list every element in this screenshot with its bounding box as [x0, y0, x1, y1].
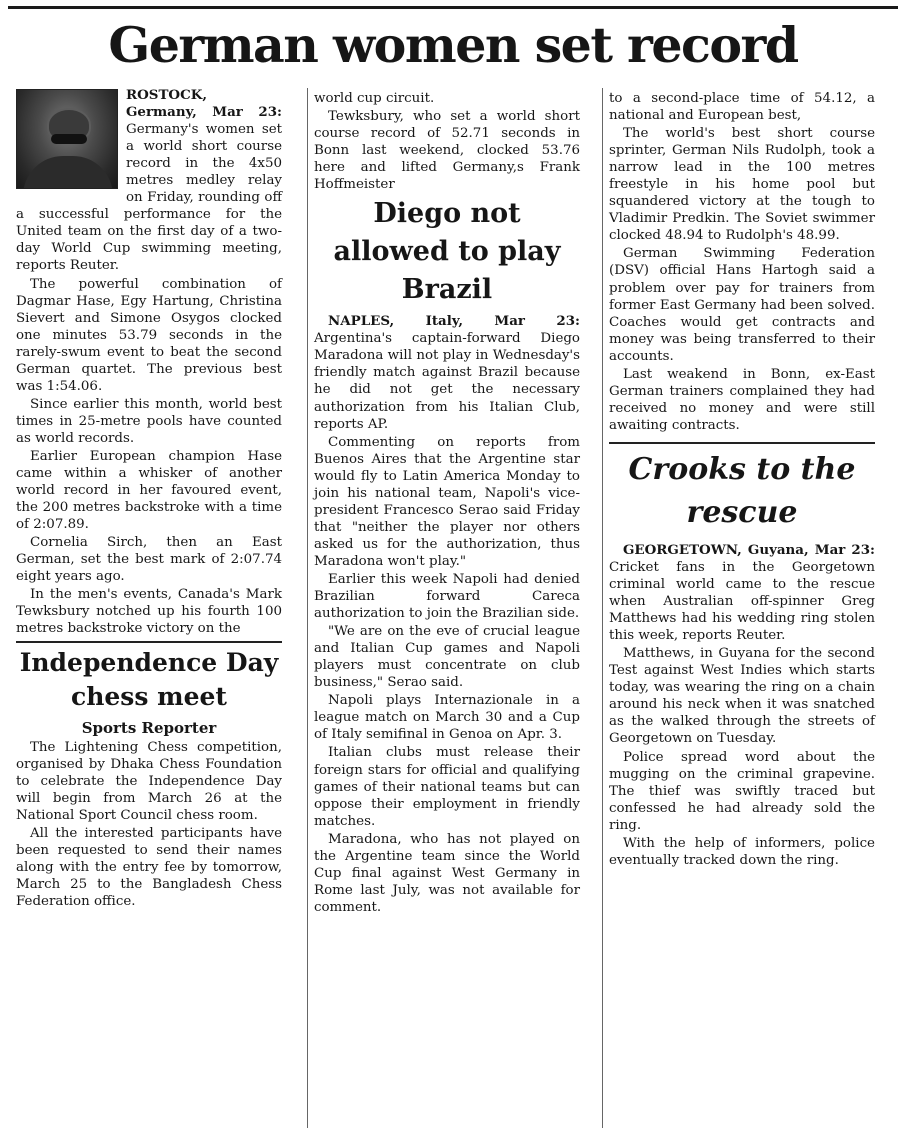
column-divider — [307, 88, 308, 1128]
article-title: Diego not allowed to play Brazil — [333, 198, 561, 306]
paragraph: The world's best short course sprinter, German Nils Rudolph, took a narrow lead in the 100 metres freestyle in his home pool but squandered victory at the tough to Vladimir Predkin. The Soviet swimmer clocked 48.94 to Rudolph's 48.99. — [609, 126, 875, 244]
column-2 — [314, 90, 580, 917]
paragraph: All the interested participants have been requested to send their names along with the entry fee by tomorrow, March 25 to the Bangladesh Chess Federation office. — [16, 825, 282, 909]
section-rule — [609, 442, 875, 444]
paragraph: Commenting on reports from Buenos Aires that the Argentine star would fly to Latin America Monday to join his national team, Napoli's vice-president Francesco Serao said Friday that "neither the player nor others asked us for the authorization, thus Maradona won't play." — [314, 434, 580, 569]
paragraph: Since earlier this month, world best times in 25-metre pools have counted as world records. — [16, 396, 282, 446]
paragraph: In the men's events, Canada's Mark Tewksbury notched up his fourth 100 metres backstroke victory on the — [16, 587, 282, 637]
paragraph: The powerful combination of Dagmar Hase, Egy Hartung, Christina Sievert and Simone Osygos clocked one minutes 53.79 seconds in the rarely-swum event to beat the second German quartet. The previous best was 1:54.06. — [16, 276, 282, 394]
dateline: NAPLES, Italy, Mar 23: — [328, 313, 580, 330]
paragraph: world cup circuit. — [314, 91, 435, 106]
swimmer-photo — [16, 89, 118, 189]
paragraph: German Swimming Federation (DSV) official Hans Hartogh said a problem over pay for trainers from former East Germany had been solved. Coaches would get contracts and money was being transferred to their accounts. — [609, 246, 875, 364]
paragraph: The Lightening Chess competition, organised by Dhaka Chess Foundation to celebrate the Independence Day will begin from March 26 at the National Sport Council chess room. — [16, 739, 282, 823]
paragraph: Cornelia Sirch, then an East German, set the best mark of 2:07.74 eight years ago. — [16, 535, 282, 585]
paragraph: "We are on the eve of crucial league and Italian Cup games and Napoli players must concentrate on club business," Serao said. — [314, 624, 580, 691]
paragraph: Italian clubs must release their foreign stars for official and qualifying games of their national teams but can oppose their employment in friendly matches. — [314, 745, 580, 829]
paragraph: With the help of informers, police eventually tracked down the ring. — [609, 835, 875, 868]
paragraph: Napoli plays Internazionale in a league match on March 30 and a Cup of Italy semifinal in Genoa on Apr. 3. — [314, 693, 580, 743]
paragraph: Tewksbury, who set a world short course record of 52.71 seconds in Bonn last weekend, clocked 53.76 here and lifted Germany,s Frank Hoffmeister — [314, 109, 580, 193]
paragraph: Earlier European champion Hase came within a whisker of another world record in her favoured event, the 200 metres backstroke with a time of 2:07.89. — [16, 448, 282, 533]
paragraph: Matthews, in Guyana for the second Test against West Indies which starts today, was wearing the ring on a chain around his neck when it was snatched as the walked through the streets of Georgetown on Tuesday. — [609, 646, 875, 747]
column-3 — [609, 90, 875, 870]
paragraph: Last weakend in Bonn, ex-East German trainers complained they had received no money and were still awaiting contracts. — [609, 366, 875, 433]
paragraph: to a second-place time of 54.12, a national and European best, — [609, 91, 875, 124]
paragraph: Cricket fans in the Georgetown criminal world came to the rescue when Australian off-spinner Greg Matthews had his wedding ring stolen this week, reports Reuter. — [609, 559, 875, 644]
section-rule — [16, 641, 282, 643]
dateline: GEORGETOWN, Guyana, Mar 23: — [623, 541, 875, 558]
paragraph: Maradona, who has not played on the Argentine team since the World Cup final against West Germany in Rome last July, was not available for comment. — [314, 831, 580, 915]
paragraph: Germany's women set a world short course record in the 4x50 metres medley relay on Friday, rounding off a successful performance for the United team on the first day of a two-day World Cup swimming meeting, reports Reuter. — [16, 122, 282, 274]
column-divider — [602, 88, 603, 1128]
paragraph: Police spread word about the mugging on the criminal grapevine. The thief was swiftly traced but confessed he had already sold the ring. — [609, 749, 875, 833]
article-title: Independence Day chess meet — [19, 647, 279, 711]
column-1 — [16, 87, 282, 911]
headline: German women set record — [108, 16, 798, 74]
paragraph: Argentina's captain-forward Diego Maradona will not play in Wednesday's friendly match against Brazil because he did not get the necessary authorization from his Italian Club, reports AP. — [314, 331, 580, 432]
byline: Sports Reporter — [81, 718, 217, 737]
top-rule — [8, 6, 898, 9]
paragraph: Earlier this week Napoli had denied Brazilian forward Careca authorization to join the Brazilian side. — [314, 571, 580, 622]
dateline: ROSTOCK, Germany, Mar 23: — [126, 87, 282, 121]
article-title: Crooks to the rescue — [628, 451, 856, 530]
